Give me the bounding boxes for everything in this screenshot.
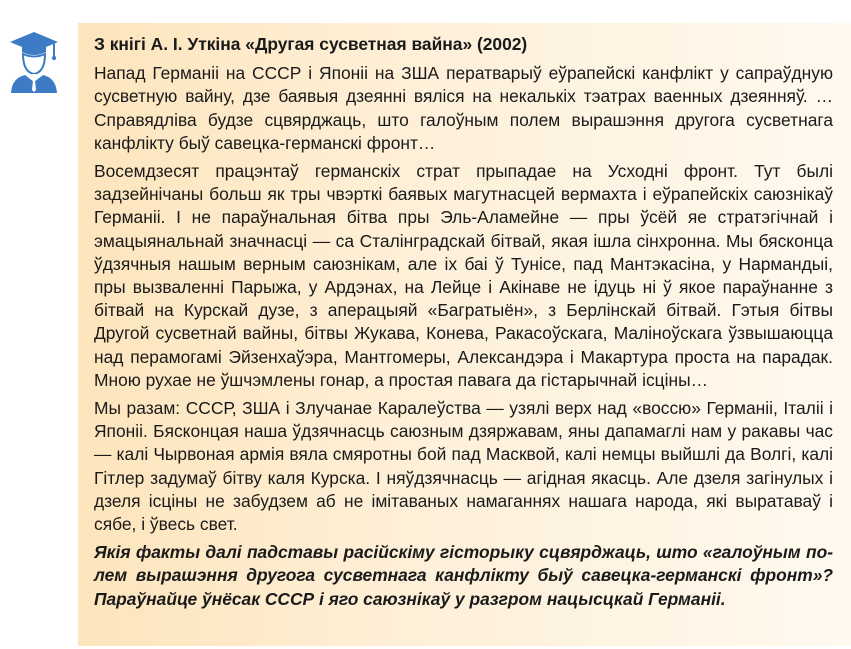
document-text <box>94 33 833 611</box>
paragraph-1: Напад Германіі на СССР і Японіі на ЗША ператварыў еўрапейскі канфлікт у сапраўдную сусветную вайну, дзе баявыя дзеянні вяліся на некалькіх тэатрах ваенных дзеянняў. … Справядліва будзе сцвярджаць, што галоўным полем вырашэння другога сусветнага канфлікту быў савецка-германскі фронт… <box>94 63 833 153</box>
student-icon <box>8 30 60 94</box>
source-title: З кнігі А. І. Уткіна «Другая сусветная вайна» (2002) <box>94 34 528 54</box>
paragraph-3: Мы разам: СССР, ЗША і Злучанае Каралеўства — узялі верх над «воссю» Германіі, Італіі і Японіі. Бясконцая наша ўдзячнасць саюзным дзяржавам, яны дапамаглі нам у ракавы час — калі Чырвоная армія вяла смяротны бой пад Масквой, калі немцы выйшлі да Волгі, калі Гітлер задумаў бітву каля Курска. І няўдзячнасць — агідная якасць. Але дзеля загінулых і дзеля ісціны не забудзем аб не імітаваных намаганнях нашага народа, які выратаваў і сябе, і ўвесь свет. <box>94 398 833 535</box>
task-question: Якія факты далі падставы расійскіму гісторыку сцвярджаць, што «галоўным полем вырашэння другога сусветнага канфлікту быў савецка-германскі фронт»? Параўнайце ўнёсак СССР і яго саюзнікаў у разгром нацысцкай Германіі. <box>94 542 833 609</box>
paragraph-2: Восемдзесят працэнтаў германскіх страт прыпадае на Усходні фронт. Тут былі задзейнічаны больш як тры чвэрткі баявых магутнасцей вермахта і еўрапейскіх саюзнікаў Германіі. І не параўнальная бітва пры Эль-Аламейне — пры ўсёй яе стратэгічнай і эмацыянальнай значнасці — са Сталінградскай бітвай, якая ішла сінхронна. Мы бясконца ўдзячныя нашым верным саюзнікам, але іх баі ў Тунісе, пад Мантэкасіна, у Нармандыі, пры вызваленні Парыжа, у Ардэнах, на Лейце і Акінаве не ідуць ні ў якое параўнанне з бітвай на Курскай дузе, з аперацыяй «Багратыён», з Берлінскай бітвай. Гэтыя бітвы Другой сусветнай вайны, бітвы Жукава, Конева, Ракасоўскага, Маліноўскага ўзвышаюцца над перамогамі Эйзенхаўэра, Мантгомеры, Александэра і Макартура проста на парадак. Мною рухае не ўшчэмлены гонар, а простая павага да гістарычнай ісціны… <box>94 161 833 390</box>
